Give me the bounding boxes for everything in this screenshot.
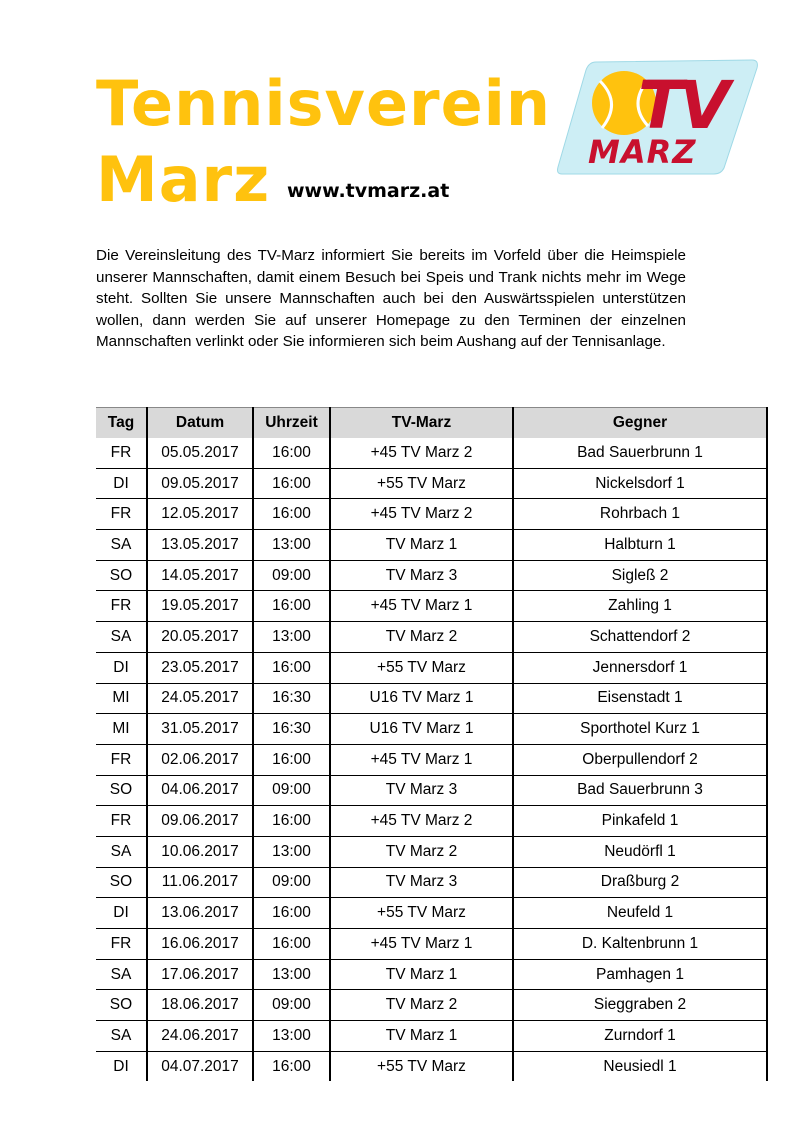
table-row xyxy=(96,898,767,929)
cell-gegner: D. Kaltenbrunn 1 xyxy=(513,929,767,960)
cell-tag: SO xyxy=(96,867,147,898)
cell-gegner: Pinkafeld 1 xyxy=(513,806,767,837)
cell-gegner: Neufeld 1 xyxy=(513,898,767,929)
cell-tag: SO xyxy=(96,775,147,806)
table-row xyxy=(96,652,767,683)
cell-tv-marz: TV Marz 1 xyxy=(330,1021,513,1052)
cell-datum: 12.05.2017 xyxy=(147,499,253,530)
cell-uhrzeit: 16:30 xyxy=(253,683,330,714)
table-row xyxy=(96,959,767,990)
cell-tag: FR xyxy=(96,438,147,468)
table-row xyxy=(96,438,767,468)
cell-tv-marz: TV Marz 2 xyxy=(330,836,513,867)
cell-gegner: Sigleß 2 xyxy=(513,560,767,591)
cell-tv-marz: TV Marz 2 xyxy=(330,990,513,1021)
cell-tag: SA xyxy=(96,622,147,653)
table-row xyxy=(96,1051,767,1081)
cell-tv-marz: +45 TV Marz 2 xyxy=(330,438,513,468)
cell-gegner: Pamhagen 1 xyxy=(513,959,767,990)
cell-gegner: Eisenstadt 1 xyxy=(513,683,767,714)
cell-tv-marz: TV Marz 1 xyxy=(330,530,513,561)
cell-tv-marz: +45 TV Marz 2 xyxy=(330,499,513,530)
cell-datum: 20.05.2017 xyxy=(147,622,253,653)
cell-gegner: Halbturn 1 xyxy=(513,530,767,561)
cell-tv-marz: TV Marz 3 xyxy=(330,867,513,898)
intro-paragraph: Die Vereinsleitung des TV-Marz informiert Sie bereits im Vorfeld über die Heimspiele unserer Mannschaften, damit einem Besuch bei Speis und Trank nichts mehr im Wege steht. Sollten Sie unsere Mannschaften auch bei den Auswärtsspielen unterstützen wollen, dann werden Sie auf unserer Homepage zu den Terminen der einzelnen Mannschaften verlinkt oder Sie informieren sich beim Aushang auf der Tennisanlage. xyxy=(96,247,686,350)
cell-tag: DI xyxy=(113,1057,129,1075)
table-row xyxy=(96,929,767,960)
cell-tag: FR xyxy=(96,591,147,622)
table-row xyxy=(96,1021,767,1052)
cell-gegner: Jennersdorf 1 xyxy=(513,652,767,683)
cell-uhrzeit: 13:00 xyxy=(253,1021,330,1052)
cell-tag: SO xyxy=(96,990,147,1021)
cell-uhrzeit: 16:00 xyxy=(253,1051,330,1081)
cell-tag: SA xyxy=(96,530,147,561)
cell-datum: 14.05.2017 xyxy=(147,560,253,591)
cell-gegner: Zurndorf 1 xyxy=(513,1021,767,1052)
cell-tv-marz: TV Marz 3 xyxy=(330,560,513,591)
cell-tv-marz: +45 TV Marz 2 xyxy=(330,806,513,837)
cell-tag: MI xyxy=(96,683,147,714)
table-row xyxy=(96,530,767,561)
cell-tv-marz: +55 TV Marz xyxy=(330,468,513,499)
cell-tag: SA xyxy=(96,1021,147,1052)
cell-tag: SA xyxy=(96,836,147,867)
cell-tv-marz: +45 TV Marz 1 xyxy=(330,744,513,775)
cell-uhrzeit: 13:00 xyxy=(253,836,330,867)
website-url[interactable]: www.tvmarz.at xyxy=(287,180,450,202)
cell-uhrzeit: 16:00 xyxy=(253,898,330,929)
cell-tv-marz: U16 TV Marz 1 xyxy=(330,683,513,714)
table-row xyxy=(96,867,767,898)
cell-gegner: Schattendorf 2 xyxy=(513,622,767,653)
cell-uhrzeit: 16:00 xyxy=(253,744,330,775)
table-row xyxy=(96,990,767,1021)
cell-datum: 09.05.2017 xyxy=(147,468,253,499)
cell-gegner: Sieggraben 2 xyxy=(513,990,767,1021)
cell-uhrzeit: 13:00 xyxy=(253,622,330,653)
column-header-uhrzeit: Uhrzeit xyxy=(253,408,330,439)
cell-gegner: Bad Sauerbrunn 1 xyxy=(513,438,767,468)
cell-datum: 13.05.2017 xyxy=(147,530,253,561)
cell-datum: 16.06.2017 xyxy=(147,929,253,960)
title-line-2: Marz xyxy=(96,143,271,216)
cell-tv-marz: +55 TV Marz xyxy=(330,1051,513,1081)
table-row xyxy=(96,714,767,745)
match-schedule-table xyxy=(96,407,768,1081)
cell-gegner: Nickelsdorf 1 xyxy=(513,468,767,499)
cell-datum: 04.06.2017 xyxy=(147,775,253,806)
cell-tag: SO xyxy=(96,560,147,591)
column-header-gegner: Gegner xyxy=(513,408,767,439)
cell-uhrzeit: 09:00 xyxy=(253,775,330,806)
cell-uhrzeit: 16:00 xyxy=(253,438,330,468)
cell-datum: 19.05.2017 xyxy=(147,591,253,622)
cell-gegner: Neusiedl 1 xyxy=(513,1051,767,1081)
logo-tv-text: TV xyxy=(638,67,727,144)
cell-datum: 23.05.2017 xyxy=(147,652,253,683)
table-row xyxy=(96,499,767,530)
cell-tag: DI xyxy=(96,468,147,499)
cell-gegner: Rohrbach 1 xyxy=(513,499,767,530)
cell-uhrzeit: 16:30 xyxy=(253,714,330,745)
cell-uhrzeit: 09:00 xyxy=(253,990,330,1021)
table-row xyxy=(96,468,767,499)
cell-datum: 24.06.2017 xyxy=(147,1021,253,1052)
cell-uhrzeit: 09:00 xyxy=(253,560,330,591)
logo-marz-text: MARZ xyxy=(588,133,697,171)
table-row xyxy=(96,622,767,653)
table-body xyxy=(96,438,767,1081)
cell-tag: FR xyxy=(96,499,147,530)
cell-uhrzeit: 13:00 xyxy=(253,530,330,561)
club-logo xyxy=(556,56,760,178)
cell-tv-marz: TV Marz 3 xyxy=(330,775,513,806)
table-header-row xyxy=(96,408,767,439)
cell-tag: FR xyxy=(96,744,147,775)
cell-tv-marz: +55 TV Marz xyxy=(330,652,513,683)
cell-tv-marz: +45 TV Marz 1 xyxy=(330,929,513,960)
cell-gegner: Sporthotel Kurz 1 xyxy=(513,714,767,745)
cell-tv-marz: TV Marz 1 xyxy=(330,959,513,990)
cell-tag: FR xyxy=(96,806,147,837)
cell-gegner: Bad Sauerbrunn 3 xyxy=(513,775,767,806)
cell-uhrzeit: 13:00 xyxy=(253,959,330,990)
cell-datum: 24.05.2017 xyxy=(147,683,253,714)
cell-uhrzeit: 16:00 xyxy=(253,929,330,960)
cell-uhrzeit: 16:00 xyxy=(253,499,330,530)
table-row xyxy=(96,806,767,837)
cell-uhrzeit: 09:00 xyxy=(253,867,330,898)
table-row xyxy=(96,560,767,591)
cell-tag: MI xyxy=(96,714,147,745)
cell-tag: DI xyxy=(96,652,147,683)
cell-uhrzeit: 16:00 xyxy=(253,591,330,622)
cell-gegner: Oberpullendorf 2 xyxy=(513,744,767,775)
cell-gegner: Draßburg 2 xyxy=(513,867,767,898)
cell-datum: 04.07.2017 xyxy=(147,1051,253,1081)
cell-tv-marz: +55 TV Marz xyxy=(330,898,513,929)
cell-datum: 11.06.2017 xyxy=(147,867,253,898)
cell-uhrzeit: 16:00 xyxy=(253,652,330,683)
cell-tv-marz: TV Marz 2 xyxy=(330,622,513,653)
cell-datum: 09.06.2017 xyxy=(147,806,253,837)
table-row xyxy=(96,775,767,806)
cell-datum: 18.06.2017 xyxy=(147,990,253,1021)
cell-uhrzeit: 16:00 xyxy=(253,468,330,499)
cell-tag: SA xyxy=(96,959,147,990)
cell-datum: 31.05.2017 xyxy=(147,714,253,745)
column-header-tv-marz: TV-Marz xyxy=(330,408,513,439)
cell-uhrzeit: 16:00 xyxy=(253,806,330,837)
title-line-1: Tennisverein xyxy=(96,67,552,140)
cell-tag: FR xyxy=(96,929,147,960)
column-header-datum: Datum xyxy=(147,408,253,439)
cell-datum: 05.05.2017 xyxy=(147,438,253,468)
cell-tag: DI xyxy=(96,898,147,929)
cell-datum: 02.06.2017 xyxy=(147,744,253,775)
table-row xyxy=(96,683,767,714)
cell-gegner: Zahling 1 xyxy=(513,591,767,622)
table-row xyxy=(96,591,767,622)
cell-tv-marz: U16 TV Marz 1 xyxy=(330,714,513,745)
cell-datum: 13.06.2017 xyxy=(147,898,253,929)
cell-tv-marz: +45 TV Marz 1 xyxy=(330,591,513,622)
cell-gegner: Neudörfl 1 xyxy=(513,836,767,867)
table-row xyxy=(96,744,767,775)
column-header-tag: Tag xyxy=(96,408,147,439)
table-row xyxy=(96,836,767,867)
cell-datum: 17.06.2017 xyxy=(147,959,253,990)
cell-datum: 10.06.2017 xyxy=(147,836,253,867)
